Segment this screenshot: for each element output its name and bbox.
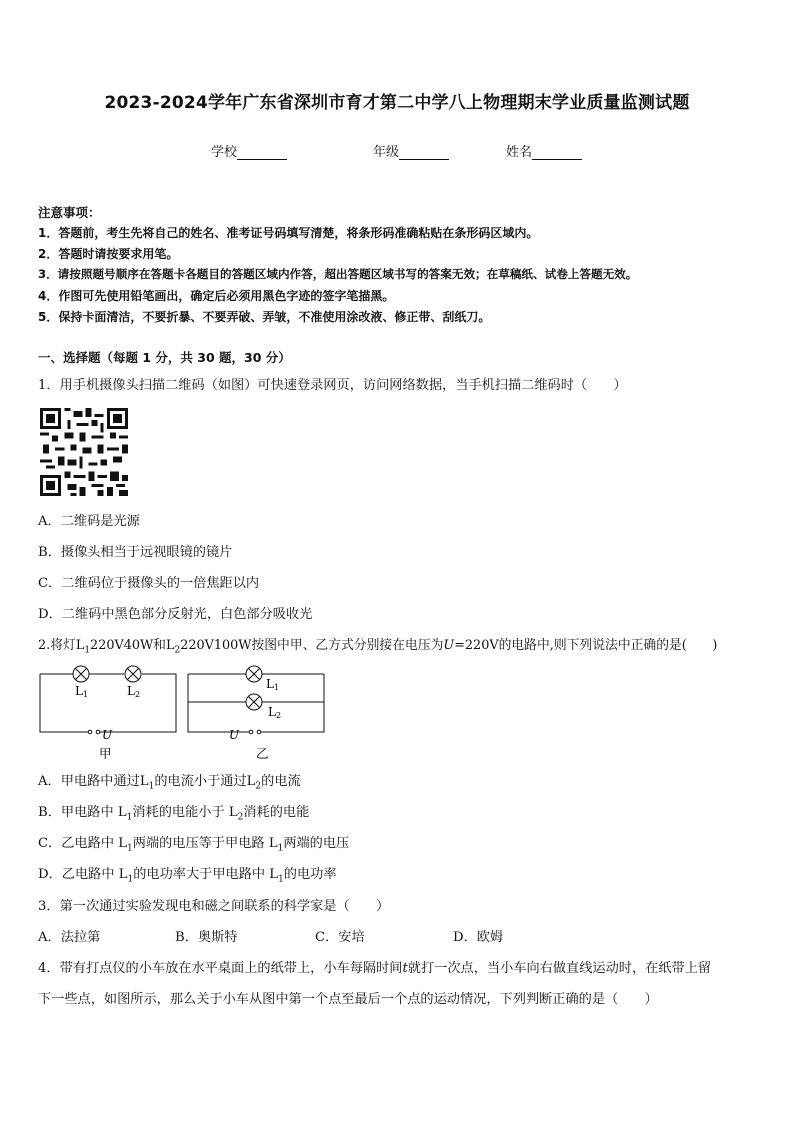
name-blank [532, 145, 582, 160]
note-item: 5．保持卡面清洁，不要折暴、不要弄破、弄皱，不准使用涂改液、修正带、刮纸刀。 [38, 310, 491, 324]
circuit-diagram-yi [186, 660, 328, 764]
q3-option-b: B．奥斯特 [175, 930, 238, 945]
notes-heading: 注意事项： [38, 205, 101, 220]
q1-option-c: C．二维码位于摄像头的一倍焦距以内 [38, 576, 260, 591]
q4-stem-line2: 下一些点，如图所示，那么关于小车从图中第一个点至最后一个点的运动情况，下列判断正确的是（ ） [38, 992, 658, 1007]
q2-option-a: A．甲电路中通过$L_1$的电流小于通过$L_2$的电流 [38, 774, 301, 792]
figure-label-yi: 乙 [256, 746, 269, 761]
school-blank [237, 145, 287, 160]
q2-stem: 2.将灯$L_1220V40W$和$L_2220V100W$按图中甲、乙方式分别接在电压为U=220V的电路中,则下列说法中正确的是( ) [38, 638, 718, 656]
note-item: 2．答题时请按要求用笔。 [38, 247, 179, 261]
note-item: 1．答题前，考生先将自己的姓名、准考证号码填写清楚，将条形码准确粘贴在条形码区域内。 [38, 226, 539, 240]
name-field [506, 141, 582, 160]
page-title: 2023-2024学年广东省深圳市育才第二中学八上物理期末学业质量监测试题 [104, 93, 690, 113]
q4-stem-line1: 4．带有打点仪的小车放在水平桌面上的纸带上，小车每隔时间t就打一次点，当小车向右做直线运动时，在纸带上留 [38, 961, 712, 976]
q1-option-a: A．二维码是光源 [38, 514, 140, 529]
jia-lamp-l1-label: L1 [75, 684, 89, 699]
yi-lamp-l1-label: L1 [266, 677, 280, 692]
q3-stem: 3．第一次通过实验发现电和磁之间联系的科学家是（ ） [38, 899, 390, 914]
circuit-diagram-jia [38, 660, 180, 764]
grade-blank [399, 145, 449, 160]
name-label: 姓名 [506, 145, 533, 160]
figure-label-jia: 甲 [99, 746, 112, 761]
q3-option-d: D．欧姆 [453, 930, 504, 945]
q2-option-d: D．乙电路中 $L_1$的电功率大于甲电路中 $L_1$的电功率 [38, 867, 337, 885]
jia-voltage-label: U [102, 728, 113, 742]
school-field [211, 141, 287, 160]
q3-option-a: A．法拉第 [38, 930, 101, 945]
qr-code-image [40, 408, 128, 496]
grade-field [373, 141, 449, 160]
school-label: 学校 [211, 145, 238, 160]
q3-option-c: C．安培 [315, 930, 365, 945]
section-heading: 一、选择题（每题 1 分，共 30 题，30 分） [38, 350, 291, 365]
q2-option-c: C．乙电路中 $L_1$两端的电压等于甲电路 $L_1$两端的电压 [38, 836, 350, 854]
q2-option-b: B．甲电路中 $L_1$消耗的电能小于 $L_2$消耗的电能 [38, 805, 310, 823]
note-item: 4．作图可先使用铅笔画出，确定后必须用黑色字迹的签字笔描黑。 [38, 289, 395, 303]
q1-option-b: B．摄像头相当于远视眼镜的镜片 [38, 545, 233, 560]
q1-stem: 1．用手机摄像头扫描二维码（如图）可快速登录网页，访问网络数据，当手机扫描二维码时（ ） [38, 378, 627, 393]
jia-lamp-l2-label: L2 [127, 684, 141, 699]
yi-voltage-label: U [229, 728, 240, 742]
note-item: 3．请按照题号顺序在答题卡各题目的答题区域内作答，超出答题区域书写的答案无效；在草稿纸、试卷上答题无效。 [38, 267, 638, 281]
grade-label: 年级 [373, 145, 400, 160]
yi-lamp-l2-label: L2 [268, 705, 282, 720]
q1-option-d: D．二维码中黑色部分反射光，白色部分吸收光 [38, 607, 313, 622]
